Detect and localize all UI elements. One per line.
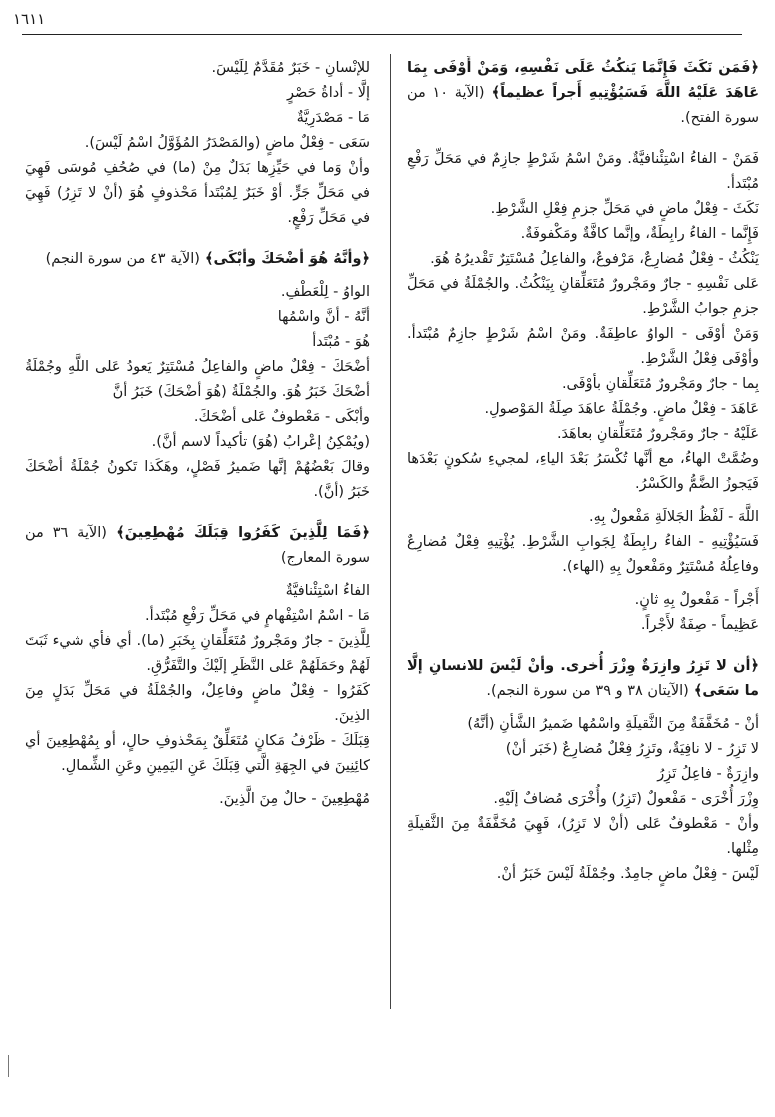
parsing-entry: أنْ - مُخَفَّفَةٌ مِنَ الثَّقيلَةِ واسْمُها ضَميرُ الشَّأنِ (أنَّهُ): [467, 716, 759, 732]
parsing-entry: فَمَنْ - الفاءُ اسْتِئْنافيَّةٌ. ومَنْ اسْمُ شَرْطٍ جازِمٌ في مَحَلِّ رَفْعِ مُبْتَدأ.: [407, 151, 759, 192]
parsing-entry: لَيْسَ - فِعْلٌ ماضٍ جامِدٌ. وجُمْلَةُ لَيْسَ خَبَرُ أنْ.: [496, 866, 759, 882]
parsing-entry: عَلَيْهُ - جارٌ ومَجْرورٌ مُتَعَلِّقانِ بعاهَدَ.: [556, 426, 759, 442]
verse-text: ﴿أن لا تَزِرُ وازِرَةٌ وِزْرَ أُخرى. وأنْ لَيْسَ للانسانِ إلَّا ما سَعَى﴾: [407, 658, 759, 699]
verse-reference: (الآية ٤٣ من سورة النجم): [45, 251, 200, 267]
parsing-entry: مَا - مَصْدَرِيَّةٌ: [296, 110, 370, 126]
parsing-entry: مَا - اسْمُ اسْتِفْهامٍ في مَحَلِّ رَفْعِ مُبْتَدأ.: [144, 608, 370, 624]
spacer: [25, 272, 370, 280]
parsing-entry: أضْحَكَ - فِعْلٌ ماضٍ والفاعِلُ مُسْتَتِرٌ يَعودُ عَلى اللَّهِ وجُمْلَةُ أضْحَكَ خَبَرُ هُوَ. والجُمْلَةُ (هُوَ أضْحَكَ) خَبَرُ أنَّ: [25, 359, 370, 400]
left-column: [25, 56, 370, 1016]
parsing-entry: عَاهَدَ - فِعْلٌ ماضٍ. وجُمْلَةُ عاهَدَ صِلَةُ المَوْصولِ.: [484, 401, 759, 417]
parsing-entry: أَجْراً - مَفْعولٌ بِهِ ثانٍ.: [634, 592, 759, 608]
parsing-entry: وضُمَّتْ الهاءُ، مع أنَّها تُكْسَرُ بَعْدَ الياءِ، لمجيءِ سُكونٍ بَعْدَها فَيَجوزُ الضَّمُّ والكَسْرُ.: [407, 451, 759, 492]
verse-reference: (الآيتان ٣٨ و ٣٩ من سورة النجم).: [486, 683, 689, 699]
parsing-entry: فَإِنَّما - الفاءُ رابِطَةٌ، وإنَّما كافَّةٌ ومَكْفوفَةٌ.: [520, 226, 759, 242]
parsing-entry: مُهْطِعِينَ - حالٌ مِنَ الَّذِينَ.: [219, 791, 370, 807]
spacer: [407, 580, 759, 588]
parsing-entry: قِبَلَكَ - ظَرْفُ مَكانٍ مُتَعَلِّقٌ بِمَحْذوفِ حالٍ، أو بِمُهْطِعِينَ أي كائِنِينَ في الجِهَةِ الَّتي قِبَلَكَ عَنِ اليَمِينِ وعَنِ الشِّمالِ.: [25, 733, 370, 774]
spacer: [407, 638, 759, 654]
parsing-entry: يَنْكُثُ - فِعْلٌ مُضارِعٌ، مَرْفوعٌ، والفاعِلُ مُسْتَتِرٌ تَقْديرُهُ هُوَ.: [430, 251, 759, 267]
parsing-entry: إلَّا - أداةُ حَصْرٍ: [286, 85, 370, 101]
parsing-entry: أنَّهُ - أنَّ واسْمُها: [277, 309, 370, 325]
verse-text: ﴿وأنَّهُ هُوَ أضْحَكَ وأبْكَى﴾: [205, 251, 370, 267]
right-column: [407, 56, 759, 1016]
spacer: [25, 231, 370, 247]
parsing-entry: (ويُمْكِنُ إعْرابُ (هُوَ) تأكيداً لاسم أنَّ).: [151, 434, 370, 450]
parsing-entry: كَفَرُوا - فِعْلٌ ماضٍ وفاعِلٌ، والجُمْلَةُ في مَحَلِّ بَدَلٍ مِنَ الذِينَ.: [25, 683, 370, 724]
verse-reference: (الآية ٣٦ من سورة المعارج): [25, 525, 370, 566]
parsing-entry: لِلَّذِينَ - جارٌ ومَجْرورٌ مُتَعَلِّقانِ بِخَبَرِ (ما). أي فأي شيء ثَبَتَ لَهُمْ وحَمَلَهُمْ عَلى النَّظَرِ إلَيْكَ والتَّفَرُّقِ.: [25, 633, 370, 674]
parsing-entry: وَمَنْ أوْفَى - الواوُ عاطِفَةٌ. ومَنْ اسْمُ شَرْطٍ جازِمٌ مُبْتَدأ. وأوْفَى فِعْلُ الشَّرْطِ.: [407, 326, 759, 367]
quran-verse: [25, 521, 370, 571]
parsing-entry: فَسَيُؤْتِيهِ - الفاءُ رابِطَةٌ لِجَوابِ الشَّرْطِ. يُؤْتِيهِ فِعْلٌ مُضارِعٌ وفاعِلُهُ مُسْتَتِرٌ ومَفْعولٌ بِهِ (الهاء).: [407, 534, 759, 575]
spacer: [25, 779, 370, 787]
parsing-entry: للإنْسانِ - خَبَرٌ مُقَدَّمٌ لِلَيْسَ.: [211, 60, 370, 76]
parsing-entry: الفاءُ اسْتِئْنافيَّةٌ: [285, 583, 370, 599]
spacer: [25, 571, 370, 579]
verse-text: ﴿فَمَا لِلَّذِينَ كَفَرُوا قِبَلَكَ مُهْطِعِينَ﴾: [116, 525, 370, 541]
page-number: ١٦١١: [13, 10, 46, 28]
quran-verse: [407, 654, 759, 704]
parsing-entry: وازِرَةٌ - فاعِلُ تَزِرُ: [657, 766, 759, 782]
parsing-entry: هُوَ - مُبْتَدأ: [312, 334, 370, 350]
column-divider: [390, 54, 391, 1009]
quran-verse: [407, 56, 759, 131]
parsing-entry: عَظِيماً - صِفَةٌ لأَجْراً.: [640, 617, 759, 633]
verse-text: ﴿فَمَن نَكَثَ فَإِنَّمَا يَنكُثُ عَلَى نَفْسِهِ، وَمَنْ أَوْفَى بِمَا عَاهَدَ عَلَيْهُ اللَّهَ فَسَيُؤْتِيهِ أَجراً عظيماً﴾: [407, 60, 759, 101]
spacer: [407, 704, 759, 712]
parsing-entry: وقالَ بَعْضُهُمْ إنَّها ضَميرُ فَصْلٍ، وهَكَذا تَكونُ جُمْلَةُ أضْحَكَ خَبَرُ (أنَّ).: [25, 459, 370, 500]
parsing-entry: لا تَزِرُ - لا نافِيَةٌ، وتَزِرُ فِعْلٌ مُضارِعٌ (خَبَر أنْ): [505, 741, 759, 757]
parsing-entry: سَعَى - فِعْلٌ ماضٍ (والمَصْدَرُ المُؤَوَّلُ اسْمُ لَيْسَ).: [84, 135, 370, 151]
header-rule: [22, 34, 742, 35]
parsing-entry: وأبْكَى - مَعْطوفٌ عَلى أضْحَكَ.: [193, 409, 370, 425]
parsing-entry: عَلى نَفْسِهِ - جارٌ ومَجْرورٌ مُتَعَلِّقانِ بِيَنْكُثُ. والجُمْلَةُ في مَحَلِّ جزمِ جوابُ الشَّرْطِ.: [407, 276, 759, 317]
spacer: [407, 131, 759, 147]
parsing-entry: وِزْرَ أُخْرَى - مَفْعولٌ (تَزِرُ) وأُخْرَى مُضافٌ إلَيْهِ.: [493, 791, 759, 807]
parsing-entry: الواوُ - لِلْعَطْفِ.: [280, 284, 370, 300]
parsing-entry: وأنْ - مَعْطوفٌ عَلى (أنْ لا تَزِرُ)، فَهِيَ مُخَفَّفَةٌ مِنَ الثَّقيلَةِ مِثْلها.: [407, 816, 759, 857]
parsing-entry: وأنْ وَما في حَيِّزِها بَدَلٌ مِنْ (ما) في صُحُفِ مُوسَى فَهِيَ في مَحَلِّ جَرٍّ. أوْ خَبَرٌ لِمُبْتَدأ مَحْذوفٍ هُوَ (أنْ لا تَزِرُ) فَهِيَ في مَحَلِّ رَفْعٍ.: [25, 160, 370, 226]
parsing-entry: اللَّهَ - لَفْظُ الجَلالَةِ مَفْعولٌ بِهِ.: [588, 509, 759, 525]
spacer: [407, 497, 759, 505]
parsing-entry: نَكَثَ - فِعْلٌ ماضٍ في مَحَلِّ جزمِ فِعْلِ الشَّرْطِ.: [490, 201, 759, 217]
verse-reference: (الآية ١٠ من سورة الفتح).: [407, 85, 759, 126]
parsing-entry: بِما - جارٌ ومَجْرورٌ مُتَعَلِّقانِ بأوْفَى.: [561, 376, 759, 392]
quran-verse: [25, 247, 370, 272]
spacer: [25, 505, 370, 521]
margin-mark: [8, 1055, 9, 1077]
